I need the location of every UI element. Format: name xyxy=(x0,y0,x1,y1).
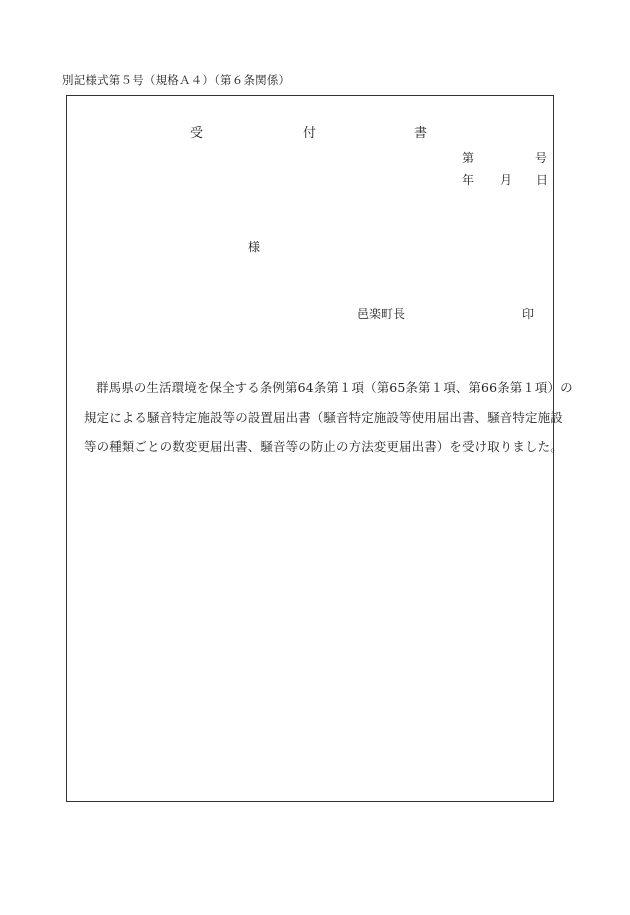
title-char-tsuke: 付 xyxy=(303,126,317,141)
addressee-sama: 様 xyxy=(248,240,261,254)
issuer-name: 邑楽町長 xyxy=(357,307,406,321)
body-line-1: 群馬県の生活環境を保全する条例第64条第１項（第65条第１項、第66条第１項）の xyxy=(96,380,573,395)
body-line-2: 規定による騒音特定施設等の設置届出書（騒音特定施設等使用届出書、騒音特定施設 xyxy=(84,410,563,425)
title-char-uke: 受 xyxy=(190,126,204,141)
number-dai: 第 xyxy=(462,151,475,165)
number-go: 号 xyxy=(535,151,548,165)
date-day: 日 xyxy=(536,173,549,187)
date-year: 年 xyxy=(462,173,475,187)
title-char-sho: 書 xyxy=(414,126,428,141)
issuer-seal: 印 xyxy=(522,307,535,321)
body-line-3: 等の種類ごとの数変更届出書、騒音等の防止の方法変更届出書）を受け取りました。 xyxy=(84,439,563,454)
form-label: 別記様式第５号（規格Ａ４）（第６条関係） xyxy=(62,73,291,87)
date-month: 月 xyxy=(500,173,513,187)
